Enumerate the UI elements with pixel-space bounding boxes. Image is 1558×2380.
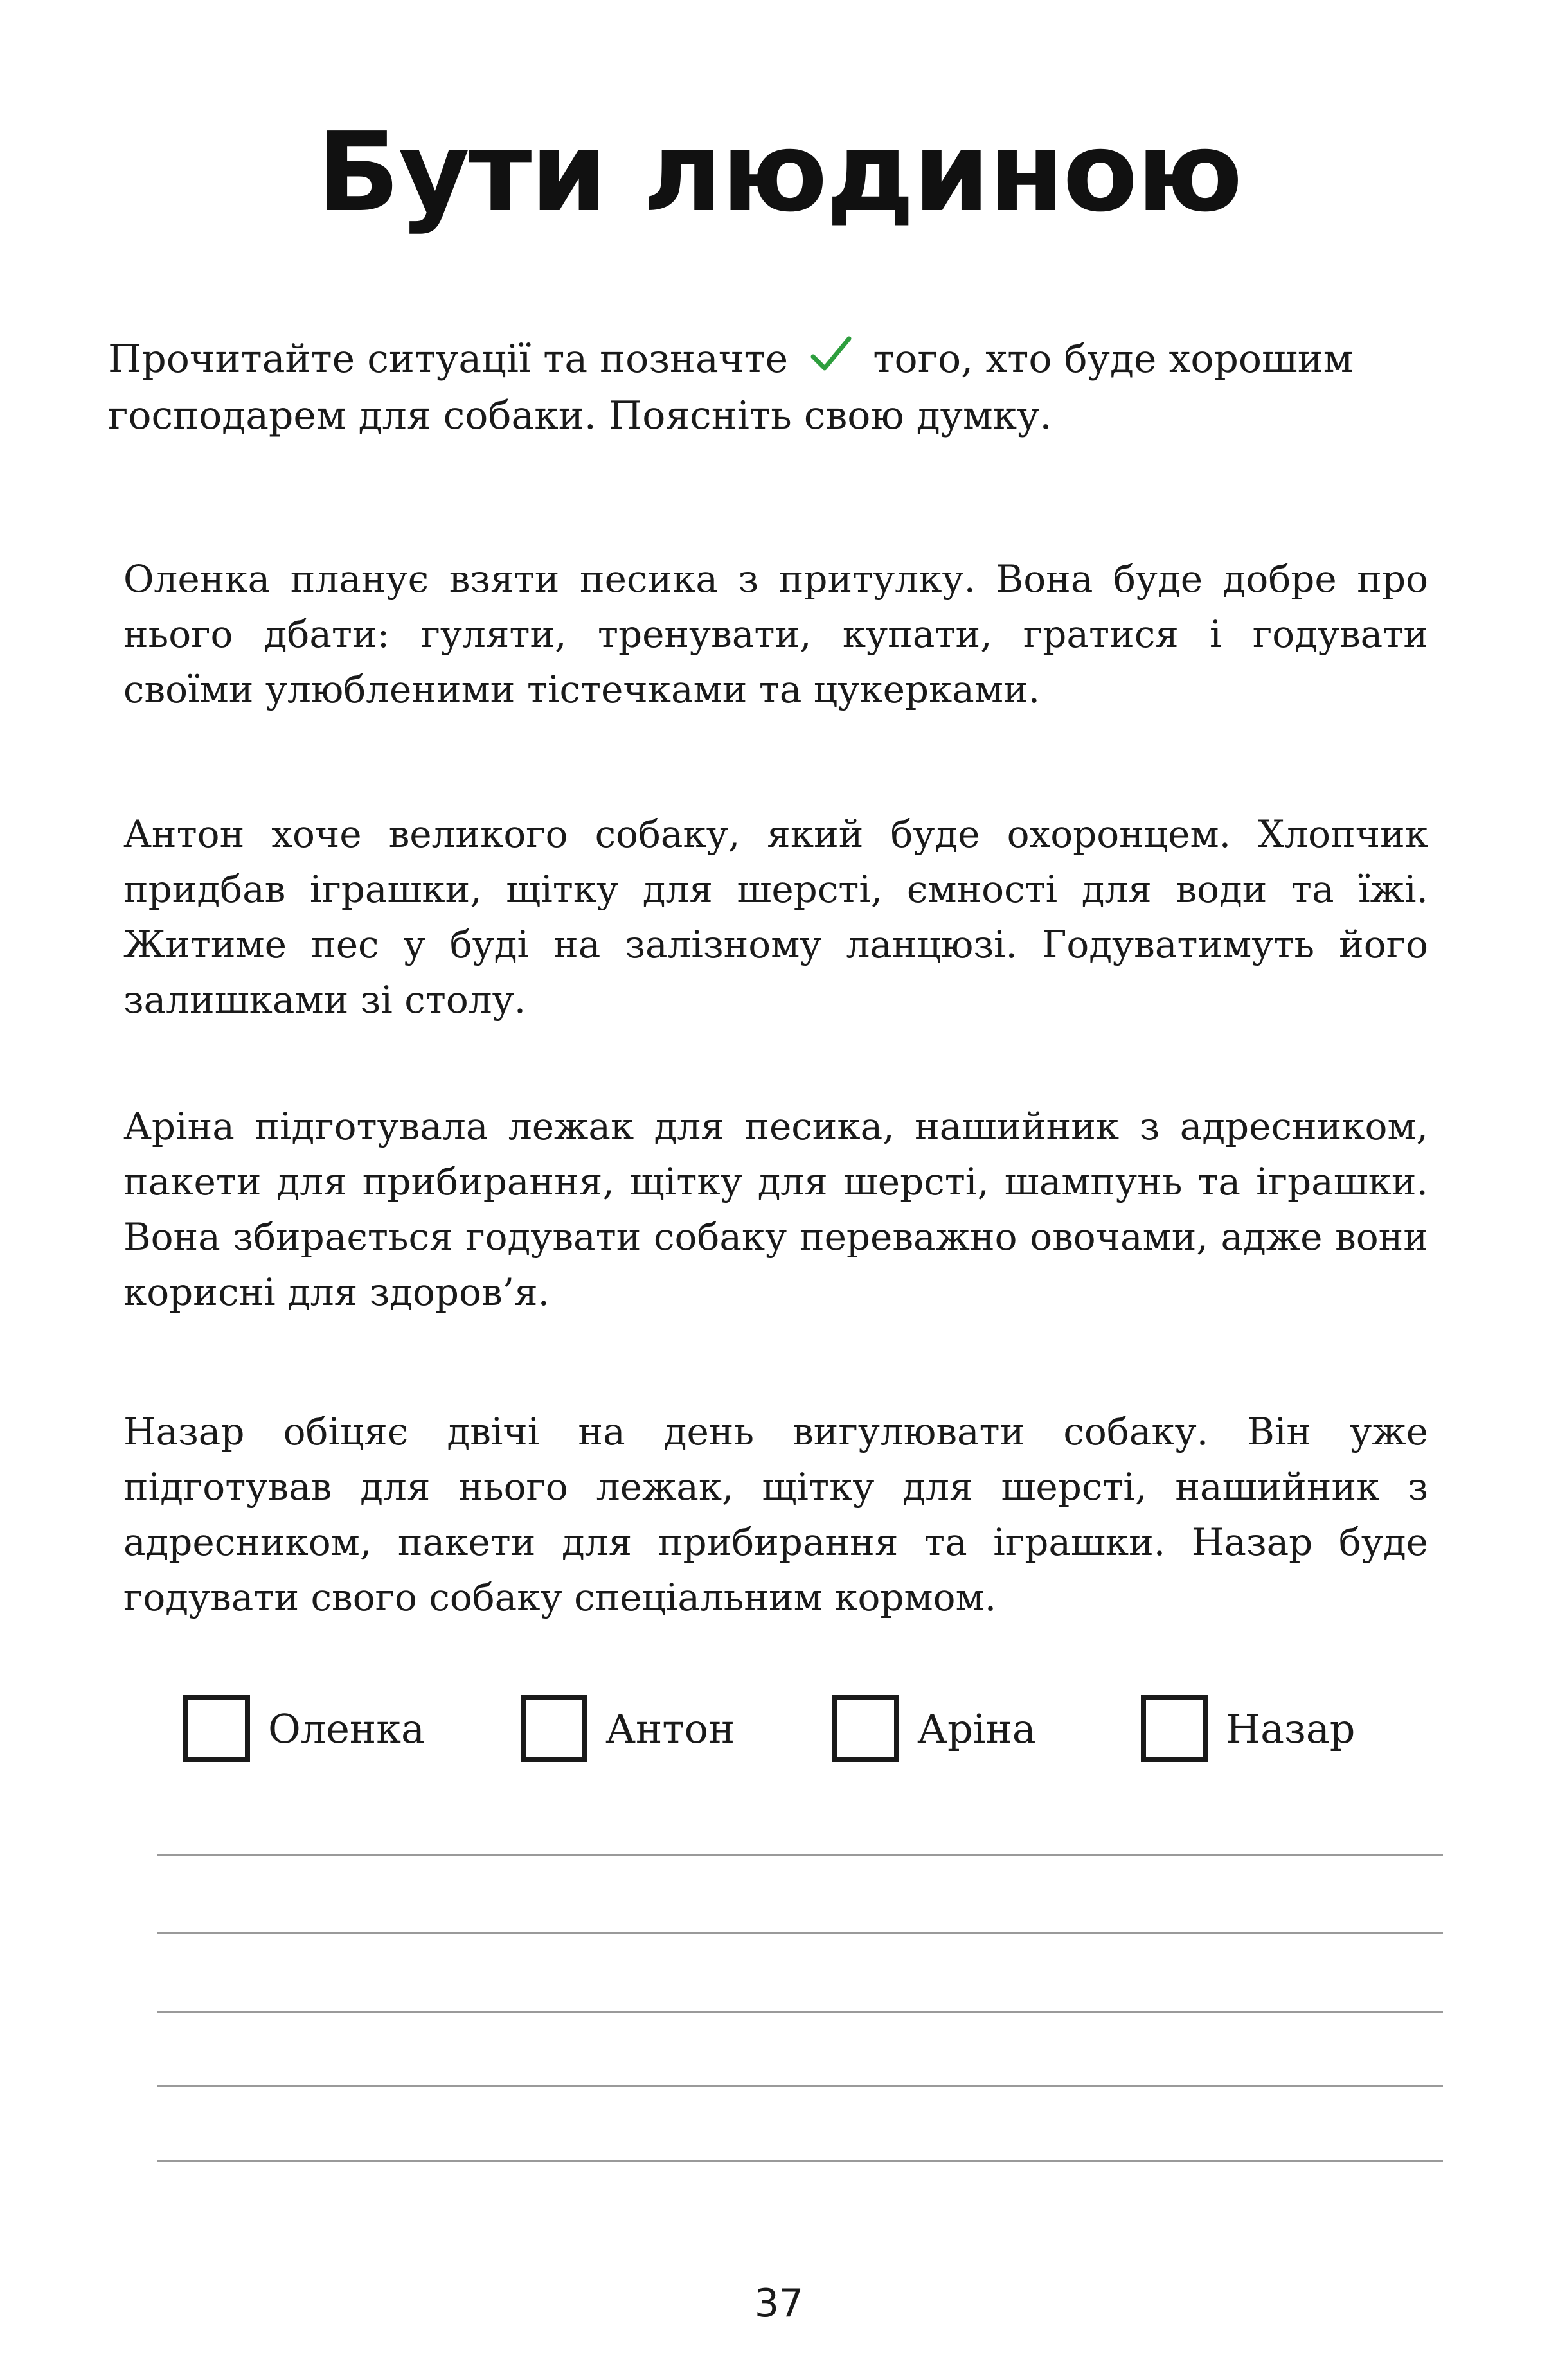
option-olenka[interactable] (183, 1687, 425, 1770)
instruction-text (108, 331, 1458, 444)
situation-nazar: Назар обіцяє двічі на день вигулювати собаку. Він уже підготував для нього лежак, щітку для шерсті, нашийник з адресником, пакети для прибирання та іграшки. Назар буде годувати свого собаку спеціальним кормом. (123, 1410, 1428, 1619)
checkbox-anton[interactable] (521, 1695, 587, 1762)
option-anton[interactable] (521, 1687, 735, 1770)
answer-line[interactable] (157, 1932, 1443, 1934)
checkmark-icon (808, 332, 853, 377)
checkbox-olenka[interactable] (183, 1695, 250, 1762)
page-number: 37 (754, 2281, 804, 2326)
checkbox-nazar[interactable] (1141, 1695, 1208, 1762)
page-title: Бути людиною (316, 109, 1242, 236)
situation-olenka: Оленка планує взяти песика з притулку. Вона буде добре про нього дбати: гуляти, тренувати, купати, гратися і годувати своїми улюбленими тістечками та цукерками. (123, 557, 1428, 711)
option-label-arina: Аріна (917, 1705, 1036, 1752)
answer-options (183, 1687, 1404, 1770)
option-nazar[interactable] (1141, 1687, 1356, 1770)
answer-line[interactable] (157, 2011, 1443, 2013)
answer-line[interactable] (157, 2085, 1443, 2087)
situation-arina: Аріна підготувала лежак для песика, нашийник з адресником, пакети для прибирання, щітку для шерсті, шампунь та іграшки. Вона збирається годувати собаку переважно овочами, адже вони корисні для здоров’я. (123, 1105, 1428, 1314)
instruction-after: того, хто буде хорошим господарем для собаки. Поясніть свою думку. (108, 337, 1354, 438)
option-label-nazar: Назар (1226, 1705, 1356, 1752)
instruction-before: Прочитайте ситуації та позначте (108, 337, 801, 382)
situation-anton: Антон хоче великого собаку, який буде охоронцем. Хлопчик придбав іграшки, щітку для шерсті, ємності для води та їжі. Житиме пес у буді на залізному ланцюзі. Годуватимуть його залишками зі столу. (123, 812, 1428, 1022)
option-label-olenka: Оленка (268, 1705, 425, 1752)
answer-line[interactable] (157, 1854, 1443, 1856)
answer-line[interactable] (157, 2160, 1443, 2162)
checkbox-arina[interactable] (832, 1695, 899, 1762)
option-arina[interactable] (832, 1687, 1036, 1770)
option-label-anton: Антон (605, 1705, 735, 1752)
